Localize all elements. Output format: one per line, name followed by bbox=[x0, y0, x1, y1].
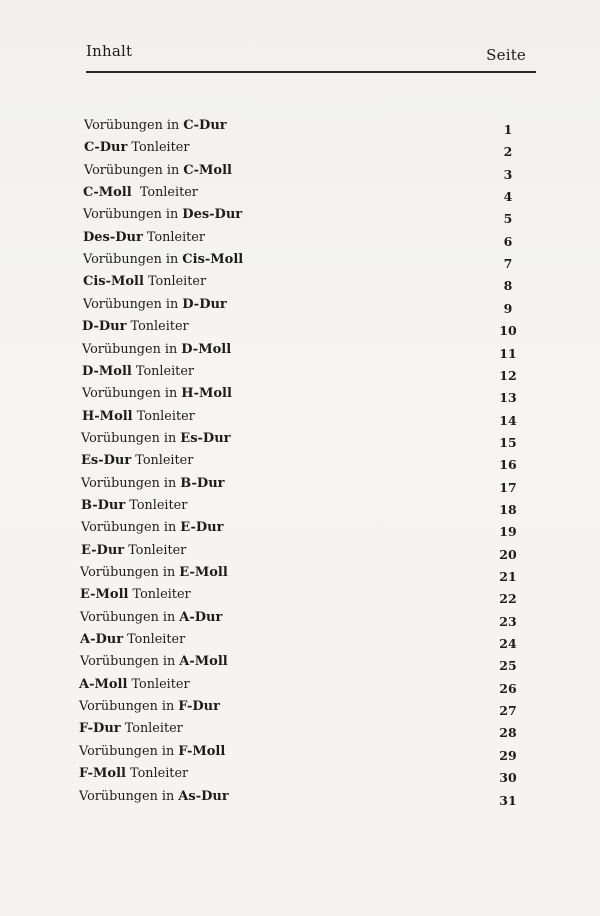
toc-entry-page-number: 6 bbox=[503, 233, 513, 249]
toc-entry bbox=[0, 118, 600, 140]
toc-entry bbox=[0, 252, 600, 274]
toc-entry-page-number: 16 bbox=[499, 457, 517, 473]
header-divider bbox=[86, 71, 536, 73]
toc-entry bbox=[0, 744, 600, 766]
toc-entry-suffix: Tonleiter bbox=[142, 229, 205, 245]
toc-entry-key: Es-Dur bbox=[81, 453, 132, 469]
toc-entry-title bbox=[83, 230, 205, 245]
toc-entry-page-number: 31 bbox=[499, 792, 517, 808]
toc-entry-page-number: 14 bbox=[499, 412, 517, 428]
toc-entry-key: E-Moll bbox=[80, 587, 129, 603]
toc-entry-key: F-Dur bbox=[79, 721, 121, 737]
toc-entry-page-number: 15 bbox=[499, 434, 517, 450]
toc-entry bbox=[0, 610, 600, 632]
toc-entry bbox=[0, 319, 600, 341]
toc-entry-title bbox=[82, 342, 231, 357]
toc-entry-title bbox=[81, 476, 225, 491]
toc-entry-key: C-Moll bbox=[183, 162, 232, 178]
toc-entry-title bbox=[84, 140, 189, 155]
toc-entry-suffix: Tonleiter bbox=[131, 453, 194, 469]
toc-entry-page-number: 25 bbox=[499, 658, 517, 674]
toc-entry-page-number: 11 bbox=[499, 345, 517, 361]
toc-entry-suffix: Tonleiter bbox=[127, 140, 190, 156]
toc-entry-key: E-Dur bbox=[180, 520, 224, 536]
toc-entry-suffix: Tonleiter bbox=[143, 274, 207, 290]
toc-entry bbox=[0, 453, 600, 475]
toc-entry-key: Des-Dur bbox=[83, 229, 143, 245]
toc-entry-prefix: Vorübungen in bbox=[81, 475, 181, 491]
toc-entry-title bbox=[79, 721, 183, 736]
toc-entry-prefix: Vorübungen in bbox=[80, 609, 180, 625]
toc-entry-title bbox=[80, 632, 185, 647]
toc-entry-page-number: 28 bbox=[499, 725, 517, 741]
toc-entry-prefix: Vorübungen in bbox=[83, 252, 183, 268]
toc-entry-page-number: 20 bbox=[499, 546, 517, 562]
toc-entry bbox=[0, 297, 600, 319]
toc-entry-page-number: 2 bbox=[503, 144, 513, 160]
toc-entry-title bbox=[83, 185, 198, 200]
toc-entry bbox=[0, 543, 600, 565]
toc-entry-key: Des-Dur bbox=[182, 207, 243, 223]
toc-entry-page-number: 1 bbox=[503, 122, 513, 137]
toc-entry bbox=[0, 207, 600, 229]
toc-entry-page-number: 26 bbox=[499, 680, 517, 696]
toc-entry-page-number: 8 bbox=[503, 278, 513, 294]
toc-entry-prefix: Vorübungen in bbox=[80, 565, 180, 580]
toc-entry-page-number: 29 bbox=[499, 747, 517, 763]
toc-entry-title bbox=[83, 297, 227, 312]
toc-entry-key: Cis-Moll bbox=[182, 252, 244, 268]
toc-entry-title bbox=[81, 520, 223, 535]
toc-entry-page-number: 13 bbox=[499, 390, 517, 406]
toc-entry-key: E-Moll bbox=[179, 565, 228, 580]
toc-entry-prefix: Vorübungen in bbox=[81, 430, 181, 446]
toc-entry-page-number: 23 bbox=[499, 613, 517, 629]
toc-entry-title bbox=[82, 319, 189, 334]
toc-entry-key: E-Dur bbox=[81, 542, 125, 558]
toc-entry-prefix: Vorübungen in bbox=[83, 296, 183, 312]
toc-entry-page-number: 30 bbox=[499, 770, 517, 786]
toc-entry-title bbox=[84, 118, 227, 133]
toc-entry-title bbox=[84, 163, 232, 178]
toc-entry-prefix: Vorübungen in bbox=[80, 654, 180, 670]
toc-entry bbox=[0, 342, 600, 364]
toc-entry-page-number: 17 bbox=[499, 479, 517, 495]
toc-entry-title bbox=[80, 587, 191, 602]
toc-header bbox=[86, 40, 536, 74]
toc-entry-key: H-Moll bbox=[82, 408, 133, 424]
toc-entry-prefix: Vorübungen in bbox=[81, 520, 181, 536]
toc-entry bbox=[0, 386, 600, 408]
toc-entry bbox=[0, 230, 600, 252]
toc-entry-key: A-Dur bbox=[80, 632, 124, 648]
toc-entry-prefix: Vorübungen in bbox=[82, 341, 182, 357]
toc-entry-key: As-Dur bbox=[178, 788, 229, 804]
toc-entry-prefix: Vorübungen in bbox=[79, 788, 179, 804]
toc-entry-prefix: Vorübungen in bbox=[79, 699, 179, 715]
toc-entry-title bbox=[80, 565, 228, 580]
toc-entry-prefix: Vorübungen in bbox=[84, 118, 184, 133]
toc-entry-suffix: Tonleiter bbox=[126, 319, 189, 335]
toc-entry-page-number: 18 bbox=[499, 501, 517, 517]
toc-entry-suffix: Tonleiter bbox=[127, 676, 190, 692]
toc-entry-page-number: 5 bbox=[503, 211, 513, 227]
toc-entry-key: Es-Dur bbox=[180, 430, 231, 446]
toc-entry-title bbox=[79, 766, 188, 781]
toc-entry-title bbox=[83, 274, 206, 289]
toc-entry bbox=[0, 409, 600, 431]
toc-entry-title bbox=[79, 699, 220, 714]
toc-entry-title bbox=[81, 453, 193, 468]
toc-entry bbox=[0, 364, 600, 386]
toc-entry-suffix: Tonleiter bbox=[132, 408, 195, 424]
page-title: Inhalt bbox=[86, 42, 133, 60]
toc-entry-key: A-Moll bbox=[79, 676, 128, 692]
toc-entry-key: C-Moll bbox=[83, 185, 132, 201]
toc-entry-page-number: 19 bbox=[499, 524, 517, 540]
toc-entry-key: H-Moll bbox=[181, 386, 232, 402]
toc-entry bbox=[0, 677, 600, 699]
toc-entry-prefix: Vorübungen in bbox=[79, 743, 179, 759]
toc-entry-suffix: Tonleiter bbox=[123, 632, 186, 648]
toc-entry bbox=[0, 520, 600, 542]
toc-entry-title bbox=[82, 364, 194, 379]
toc-entry bbox=[0, 498, 600, 520]
toc-entry bbox=[0, 274, 600, 296]
toc-entry-suffix: Tonleiter bbox=[131, 185, 198, 201]
toc-entry-title bbox=[83, 252, 243, 267]
toc-entry-key: F-Moll bbox=[79, 766, 126, 782]
toc-entry-suffix: Tonleiter bbox=[128, 587, 191, 603]
toc-entry-prefix: Vorübungen in bbox=[84, 162, 184, 178]
toc-entry-key: D-Dur bbox=[82, 319, 127, 335]
toc-entry-title bbox=[83, 207, 242, 222]
toc-entry-title bbox=[79, 789, 229, 804]
toc-entry-key: A-Dur bbox=[179, 609, 223, 625]
toc-entry-key: Cis-Moll bbox=[83, 274, 144, 290]
toc-entry bbox=[0, 699, 600, 721]
toc-entry-title bbox=[81, 498, 187, 513]
toc-entry-prefix: Vorübungen in bbox=[82, 386, 182, 402]
toc-entry-title bbox=[79, 744, 225, 759]
toc-entry bbox=[0, 587, 600, 609]
toc-entry-key: D-Moll bbox=[82, 363, 132, 379]
toc-entry bbox=[0, 163, 600, 185]
toc-entry bbox=[0, 476, 600, 498]
toc-entry-suffix: Tonleiter bbox=[125, 497, 188, 513]
toc-entry-suffix: Tonleiter bbox=[124, 542, 187, 558]
toc-entry-page-number: 3 bbox=[503, 166, 513, 182]
toc-entry-page-number: 4 bbox=[503, 189, 513, 205]
toc-entry-page-number: 12 bbox=[499, 367, 517, 383]
toc-entry bbox=[0, 431, 600, 453]
toc-entry-key: B-Dur bbox=[180, 475, 225, 491]
toc-entry-page-number: 10 bbox=[499, 323, 517, 339]
toc-entry bbox=[0, 766, 600, 788]
toc-entry-title bbox=[81, 543, 186, 558]
toc-entry-prefix: Vorübungen in bbox=[83, 207, 183, 223]
toc-entry-key: D-Dur bbox=[182, 296, 227, 312]
toc-entry-page-number: 22 bbox=[499, 591, 517, 607]
toc-entry bbox=[0, 654, 600, 676]
toc-entry-title bbox=[80, 654, 228, 669]
toc-entry bbox=[0, 140, 600, 162]
toc-entry-page-number: 27 bbox=[499, 703, 517, 719]
page-column-label: Seite bbox=[486, 46, 526, 64]
toc-entry-key: C-Dur bbox=[84, 140, 128, 156]
toc-entry bbox=[0, 721, 600, 743]
toc-entry-title bbox=[80, 610, 222, 625]
toc-entry-title bbox=[82, 409, 195, 424]
toc-entry-title bbox=[81, 431, 231, 446]
toc-entry-key: F-Moll bbox=[178, 743, 226, 759]
toc-entry-key: A-Moll bbox=[179, 654, 228, 670]
toc-entry bbox=[0, 565, 600, 587]
toc-entry-page-number: 7 bbox=[503, 256, 513, 272]
toc-entry-page-number: 9 bbox=[503, 300, 513, 316]
toc-entry bbox=[0, 185, 600, 207]
toc-entry-key: F-Dur bbox=[178, 699, 220, 715]
toc-entry bbox=[0, 632, 600, 654]
toc-entry-key: D-Moll bbox=[181, 341, 232, 357]
toc-entry-suffix: Tonleiter bbox=[125, 766, 189, 782]
toc-entry-title bbox=[82, 386, 232, 401]
toc-entry-page-number: 24 bbox=[499, 636, 517, 652]
toc-entry bbox=[0, 789, 600, 811]
toc-entry-key: B-Dur bbox=[81, 497, 126, 513]
toc-entry-suffix: Tonleiter bbox=[131, 363, 195, 379]
toc-entry-title bbox=[79, 677, 190, 692]
toc-entry-page-number: 21 bbox=[499, 569, 517, 584]
toc-entry-suffix: Tonleiter bbox=[120, 721, 183, 737]
toc-entry-key: C-Dur bbox=[183, 118, 227, 133]
